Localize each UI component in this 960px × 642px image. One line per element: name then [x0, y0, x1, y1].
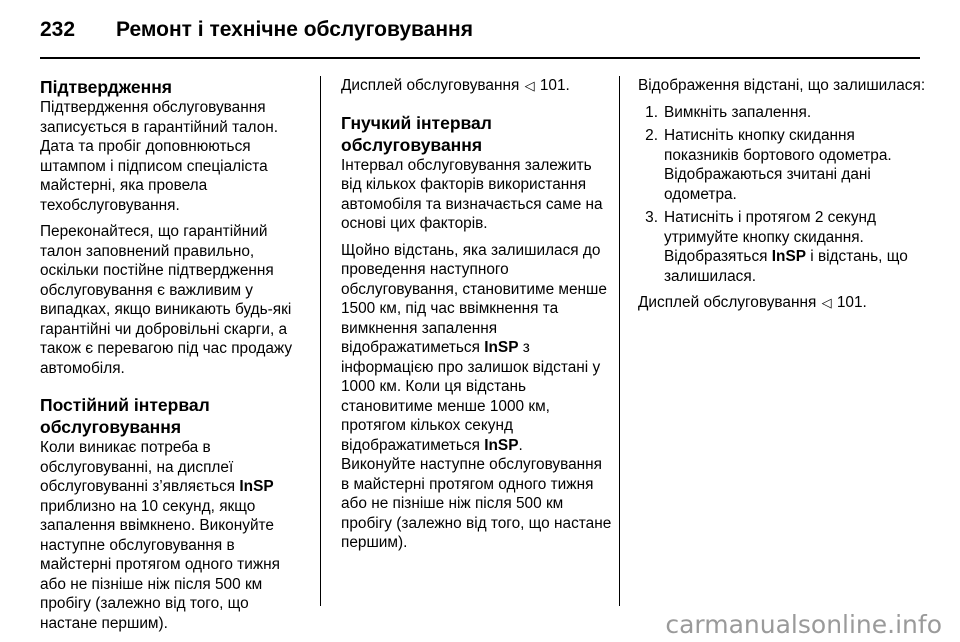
cross-reference — [638, 293, 928, 313]
step-text: Натисніть кнопку скидання показників бортового одометра. Відображаються зчитані дані одометра. — [664, 127, 892, 203]
steps-list — [638, 103, 928, 287]
heading-flexible-interval: Гнучкий інтервал обслуговування — [341, 112, 492, 155]
step-text-b: і відстань, що залишилася. — [664, 248, 908, 285]
page-title: Ремонт і технічне обслуговування — [116, 18, 473, 41]
list-item — [638, 103, 928, 123]
paragraph-constant-interval — [40, 438, 308, 633]
insp-indicator: InSP — [239, 478, 274, 495]
heading-confirmation: Підтвердження — [40, 77, 173, 97]
column-1 — [40, 76, 308, 640]
reference-text: Дисплей обслуговування — [638, 294, 817, 311]
column-divider-2 — [619, 76, 620, 606]
paragraph-distance-intro: Відображення відстані, що залишилася: — [638, 77, 926, 94]
text-flex-b: з інформацією про залишок відстані у 1000 км. Коли ця відстань становитиме менше 1000 км, протягом кількох секунд відображатиметься — [341, 339, 601, 454]
reference-arrow-icon: ◁ — [524, 78, 535, 93]
paragraph-distance-display — [341, 241, 612, 553]
paragraph-flexible-interval: Інтервал обслуговування залежить від кількох факторів використання автомобіля та визначається саме на основі цих факторів. — [341, 156, 603, 232]
paragraph-confirmation: Підтвердження обслуговування записується в гарантійний талон. Дата та пробіг доповнюються штампом і підписом спеціаліста майстерні, яка провела техобслуговування. — [40, 99, 279, 214]
watermark: carmanualsonline.info — [665, 610, 942, 639]
column-divider-1 — [320, 76, 321, 606]
step-number: 1. — [645, 103, 658, 121]
paragraph-warranty-note: Переконайтеся, що гарантійний талон заповнений правильно, оскільки постійне підтвердження обслуговування є важливим у випадках, якщо виникають будь-які гарантійні чи добровільні скарги, а також є перевагою під час продажу автомобіля. — [40, 223, 293, 377]
reference-page: 101. — [539, 77, 570, 94]
step-text-a: Натисніть і протягом 2 секунд утримуйте кнопку скидання. Відобразяться — [664, 209, 876, 265]
heading-constant-interval: Постійний інтервал обслуговування — [40, 395, 210, 437]
text-constant-b: приблизно на 10 секунд, якщо запалення ввімкнено. Виконуйте наступне обслуговування в майстерні протягом одного тижня або не пізніше ніж після 500 км пробігу (залежно від того, що настане першим). — [40, 497, 280, 632]
text-flex-a: Щойно відстань, яка залишилася до проведення наступного обслуговування, становитиме менше 1500 км, під час ввімкнення та вимкнення запалення відображатиметься — [341, 241, 607, 356]
column-2 — [341, 76, 612, 560]
step-number: 3. — [645, 209, 658, 226]
text-flex-c: . — [518, 436, 523, 454]
text-flex-service: Виконуйте наступне обслуговування в майстерні протягом одного тижня або не пізніше ніж після 500 км пробігу (залежно від того, що настане першим). — [341, 456, 612, 551]
cross-reference — [341, 76, 612, 96]
insp-indicator: InSP — [484, 339, 519, 356]
step-number: 2. — [645, 127, 658, 144]
reference-page: 101. — [836, 294, 867, 311]
list-item — [638, 208, 928, 286]
column-3 — [638, 76, 928, 320]
reference-text: Дисплей обслуговування — [341, 77, 520, 94]
insp-indicator: InSP — [771, 248, 806, 265]
step-text: Вимкніть запалення. — [664, 103, 812, 121]
reference-arrow-icon: ◁ — [821, 295, 832, 310]
list-item — [638, 126, 928, 204]
text-constant-a: Коли виникає потреба в обслуговуванні, на дисплеї обслуговуванні з’являється — [40, 439, 236, 495]
insp-indicator: InSP — [484, 436, 519, 454]
step-text — [664, 208, 928, 286]
header-divider — [40, 57, 920, 59]
page-number: 232 — [40, 18, 76, 41]
